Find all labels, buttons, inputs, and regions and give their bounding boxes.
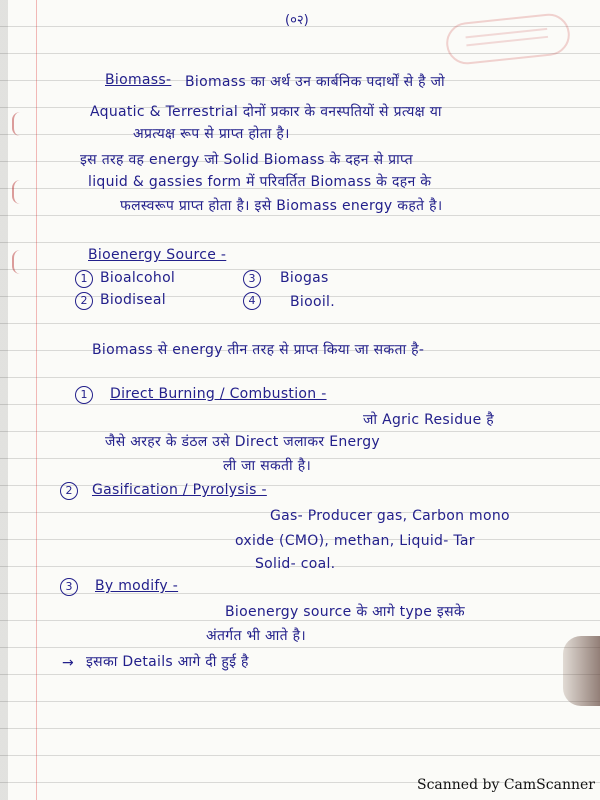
margin-line bbox=[36, 0, 37, 800]
intro-line: Biomass से energy तीन तरह से प्राप्त किया जा सकता है- bbox=[92, 342, 425, 358]
scanner-watermark: Scanned by CamScanner bbox=[417, 777, 595, 793]
notebook-stamp bbox=[444, 12, 572, 67]
binding-hole bbox=[12, 112, 28, 136]
method-3-line-3: इसका Details आगे दी हुई है bbox=[86, 654, 249, 670]
source-item: Biooil. bbox=[290, 294, 335, 310]
biomass-line-1: Biomass का अर्थ उन कार्बनिक पदार्थों से है जो bbox=[185, 74, 445, 90]
method-3-title: By modify - bbox=[95, 578, 179, 594]
biomass-line-5: liquid & gassies form में परिवर्तित Biomass के दहन के bbox=[88, 174, 432, 190]
method-3-line-1: Bioenergy source के आगे type इसके bbox=[225, 604, 465, 620]
method-number: 1 bbox=[75, 386, 93, 404]
dash-mark: → bbox=[62, 655, 74, 671]
method-2-line-1: Gas- Producer gas, Carbon mono bbox=[270, 508, 510, 524]
biomass-line-6: फलस्वरूप प्राप्त होता है। इसे Biomass energy कहते है। bbox=[120, 198, 443, 214]
method-1-line-2: जैसे अरहर के डंठल उसे Direct जलाकर Energy bbox=[105, 434, 381, 450]
source-number: 4 bbox=[243, 292, 261, 310]
method-2-line-2: oxide (CMO), methan, Liquid- Tar bbox=[235, 533, 475, 549]
source-item: Biogas bbox=[280, 270, 329, 286]
biomass-line-2: Aquatic & Terrestrial दोनों प्रकार के वनस्पतियों से प्रत्यक्ष या bbox=[90, 104, 442, 120]
method-1-line-3: ली जा सकती है। bbox=[223, 458, 312, 474]
thumb-shadow bbox=[563, 636, 600, 706]
method-2-line-3: Solid- coal. bbox=[255, 556, 336, 572]
source-number: 3 bbox=[243, 270, 261, 288]
source-item: Bioalcohol bbox=[100, 270, 176, 286]
method-2-title: Gasification / Pyrolysis - bbox=[92, 482, 267, 498]
sources-heading: Bioenergy Source - bbox=[88, 247, 227, 263]
binding-hole bbox=[12, 250, 28, 274]
source-number: 2 bbox=[75, 292, 93, 310]
method-3-line-2: अंतर्गत भी आते है। bbox=[206, 628, 306, 644]
method-1-line-1: जो Agric Residue है bbox=[363, 412, 494, 428]
source-number: 1 bbox=[75, 270, 93, 288]
method-1-title: Direct Burning / Combustion - bbox=[110, 386, 327, 402]
biomass-line-3: अप्रत्यक्ष रूप से प्राप्त होता है। bbox=[133, 126, 290, 142]
page-number: (०२) bbox=[285, 13, 309, 28]
source-item: Biodiseal bbox=[100, 292, 166, 308]
method-number: 3 bbox=[60, 578, 78, 596]
biomass-heading: Biomass- bbox=[105, 72, 172, 88]
biomass-line-4: इस तरह वह energy जो Solid Biomass के दहन से प्राप्त bbox=[80, 152, 413, 168]
binding-hole bbox=[12, 180, 28, 204]
method-number: 2 bbox=[60, 482, 78, 500]
